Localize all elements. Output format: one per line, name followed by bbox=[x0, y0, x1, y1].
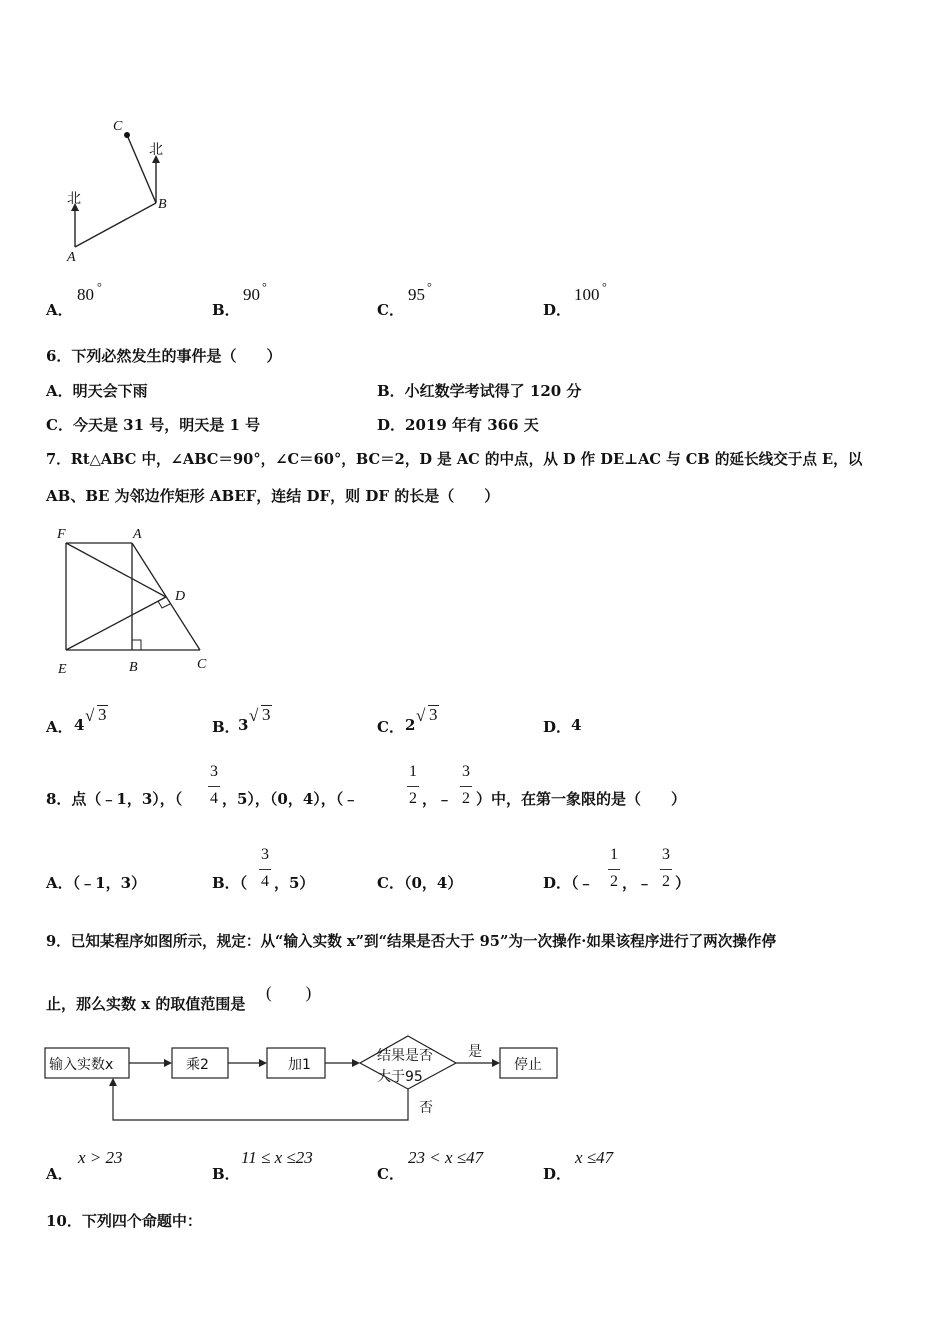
q5-option-c-degree: ° bbox=[427, 280, 432, 294]
q5-option-b-letter: B． bbox=[212, 301, 240, 319]
q9-flow-input-box: 输入实数x bbox=[49, 1057, 114, 1073]
q8-option-d-frac2-den: 2 bbox=[662, 873, 670, 890]
q8-option-d-suffix: ） bbox=[675, 874, 691, 892]
q8-option-d-frac1-den: 2 bbox=[610, 873, 618, 890]
q8-option-b-frac-den: 4 bbox=[261, 873, 269, 890]
q5-option-a-letter: A． bbox=[46, 301, 73, 319]
q7-label-a: A bbox=[133, 527, 142, 542]
q9-answer-paren: ( ) bbox=[266, 983, 312, 1002]
q7-label-f: F bbox=[57, 527, 66, 542]
q9-option-c-expr: 23 < x ≤47 bbox=[408, 1148, 484, 1167]
q7-option-c-radicand: 3 bbox=[429, 705, 438, 724]
q7-option-d-letter: D． bbox=[543, 718, 572, 736]
q9-option-d-expr: x ≤47 bbox=[575, 1148, 614, 1167]
q9-option-b-letter: B． bbox=[212, 1165, 240, 1183]
q9-option-b-expr: 11 ≤ x ≤23 bbox=[241, 1148, 313, 1167]
q9-flow-stop-box: 停止 bbox=[514, 1057, 542, 1073]
q5-option-a-value: 80 bbox=[77, 285, 94, 304]
q9-flowchart bbox=[40, 1030, 570, 1130]
q7-stem-line1: 7．Rt△ABC 中，∠ABC＝90°，∠C＝60°，BC＝2，D 是 AC 的中点，从 D 作 DE⊥AC 与 CB 的延长线交于点 E，以 bbox=[46, 451, 863, 468]
q7-option-c-letter: C． bbox=[377, 718, 404, 736]
q9-option-d-letter: D． bbox=[543, 1165, 572, 1183]
q7-stem-line2: AB、BE 为邻边作矩形 ABEF，连结 DF，则 DF 的长是（ ） bbox=[46, 487, 500, 505]
q8-option-d-frac1-num: 1 bbox=[610, 846, 618, 863]
q8-frac2-bar bbox=[407, 786, 419, 787]
q7-option-b-coef: 3 bbox=[238, 716, 249, 734]
q7-option-b-sqrt-sign: √ bbox=[249, 706, 259, 725]
q7-option-a-letter: A． bbox=[46, 718, 73, 736]
q8-stem-part3: ，﹣ bbox=[422, 790, 453, 808]
q8-frac1-den: 4 bbox=[210, 790, 218, 807]
q7-label-b: B bbox=[129, 660, 138, 675]
q9-flow-decision-line1: 结果是否 bbox=[377, 1048, 433, 1064]
q8-option-b-frac-bar bbox=[259, 869, 271, 870]
q7-option-b-radicand: 3 bbox=[262, 705, 271, 724]
q8-option-b-prefix: B．（ bbox=[212, 874, 248, 892]
q9-option-a-letter: A． bbox=[46, 1165, 73, 1183]
q8-stem-part2: ，5），（0，4），（﹣ bbox=[222, 790, 359, 808]
q8-option-d-mid: ，﹣ bbox=[622, 874, 653, 892]
q5-option-d-value: 100 bbox=[574, 285, 600, 304]
q8-option-b-frac-num: 3 bbox=[261, 846, 269, 863]
q7-option-c-coef: 2 bbox=[405, 716, 416, 734]
q8-option-d-frac2-num: 3 bbox=[662, 846, 670, 863]
q6-stem: 6．下列必然发生的事件是（ ） bbox=[46, 347, 282, 365]
q5-label-a: A bbox=[67, 250, 76, 265]
q5-option-d-letter: D． bbox=[543, 301, 572, 319]
q5-north-label-b: 北 bbox=[149, 142, 163, 158]
q5-north-label-a: 北 bbox=[67, 191, 81, 207]
q8-frac1-num: 3 bbox=[210, 763, 218, 780]
q9-flow-no-label: 否 bbox=[419, 1100, 433, 1116]
q7-figure bbox=[55, 528, 215, 678]
q6-option-a: A．明天会下雨 bbox=[46, 382, 148, 400]
q7-label-d: D bbox=[175, 589, 186, 604]
q7-label-e: E bbox=[58, 662, 67, 677]
q5-option-c-letter: C． bbox=[377, 301, 404, 319]
q7-label-c: C bbox=[197, 657, 207, 672]
q8-option-b-suffix: ，5） bbox=[274, 874, 315, 892]
q8-option-a: A．（﹣1，3） bbox=[46, 874, 147, 892]
q8-option-c: C．（0，4） bbox=[377, 874, 463, 892]
q7-option-a-radicand: 3 bbox=[98, 705, 107, 724]
q5-option-c-value: 95 bbox=[408, 285, 425, 304]
q5-option-a-degree: ° bbox=[97, 280, 102, 294]
q8-option-d-frac2-bar bbox=[660, 869, 672, 870]
q8-stem-part4: ）中，在第一象限的是（ ） bbox=[476, 790, 687, 808]
q8-frac3-den: 2 bbox=[462, 790, 470, 807]
q8-frac2-num: 1 bbox=[409, 763, 417, 780]
q10-stem: 10．下列四个命题中： bbox=[46, 1212, 202, 1230]
q9-option-a-expr: x > 23 bbox=[78, 1148, 123, 1167]
q8-option-d-frac1-bar bbox=[608, 869, 620, 870]
q5-label-c: C bbox=[113, 119, 123, 134]
q7-option-a-sqrt-sign: √ bbox=[85, 706, 95, 725]
q8-frac1-bar bbox=[208, 786, 220, 787]
q5-option-b-degree: ° bbox=[262, 280, 267, 294]
q7-option-b-letter: B． bbox=[212, 718, 240, 736]
q6-option-b: B．小红数学考试得了 120 分 bbox=[377, 382, 582, 400]
q8-frac3-num: 3 bbox=[462, 763, 470, 780]
q9-flow-yes-label: 是 bbox=[468, 1044, 482, 1060]
q7-option-d-coef: 4 bbox=[571, 716, 582, 734]
q5-option-d-degree: ° bbox=[602, 280, 607, 294]
q9-stem-line1: 9．已知某程序如图所示，规定：从“输入实数 x”到“结果是否大于 95”为一次操作·如果该程序进行了两次操作停 bbox=[46, 933, 777, 950]
q5-label-b: B bbox=[158, 197, 167, 212]
q9-option-c-letter: C． bbox=[377, 1165, 404, 1183]
q8-stem-part1: 8．点（﹣1，3），（ bbox=[46, 790, 183, 808]
q9-flow-decision-line2: 大于95 bbox=[377, 1069, 423, 1085]
q8-frac2-den: 2 bbox=[409, 790, 417, 807]
q6-option-c: C．今天是 31 号，明天是 1 号 bbox=[46, 416, 261, 434]
q9-flow-add-box: 加1 bbox=[288, 1057, 311, 1073]
q8-option-d-prefix: D．（﹣ bbox=[543, 874, 594, 892]
q8-frac3-bar bbox=[460, 786, 472, 787]
q6-option-d: D．2019 年有 366 天 bbox=[377, 416, 539, 434]
q7-option-c-sqrt-sign: √ bbox=[416, 706, 426, 725]
q7-option-a-coef: 4 bbox=[74, 716, 85, 734]
q5-option-b-value: 90 bbox=[243, 285, 260, 304]
q9-stem-line2: 止，那么实数 x 的取值范围是 bbox=[46, 995, 246, 1013]
q9-flow-multiply-box: 乘2 bbox=[186, 1057, 209, 1073]
